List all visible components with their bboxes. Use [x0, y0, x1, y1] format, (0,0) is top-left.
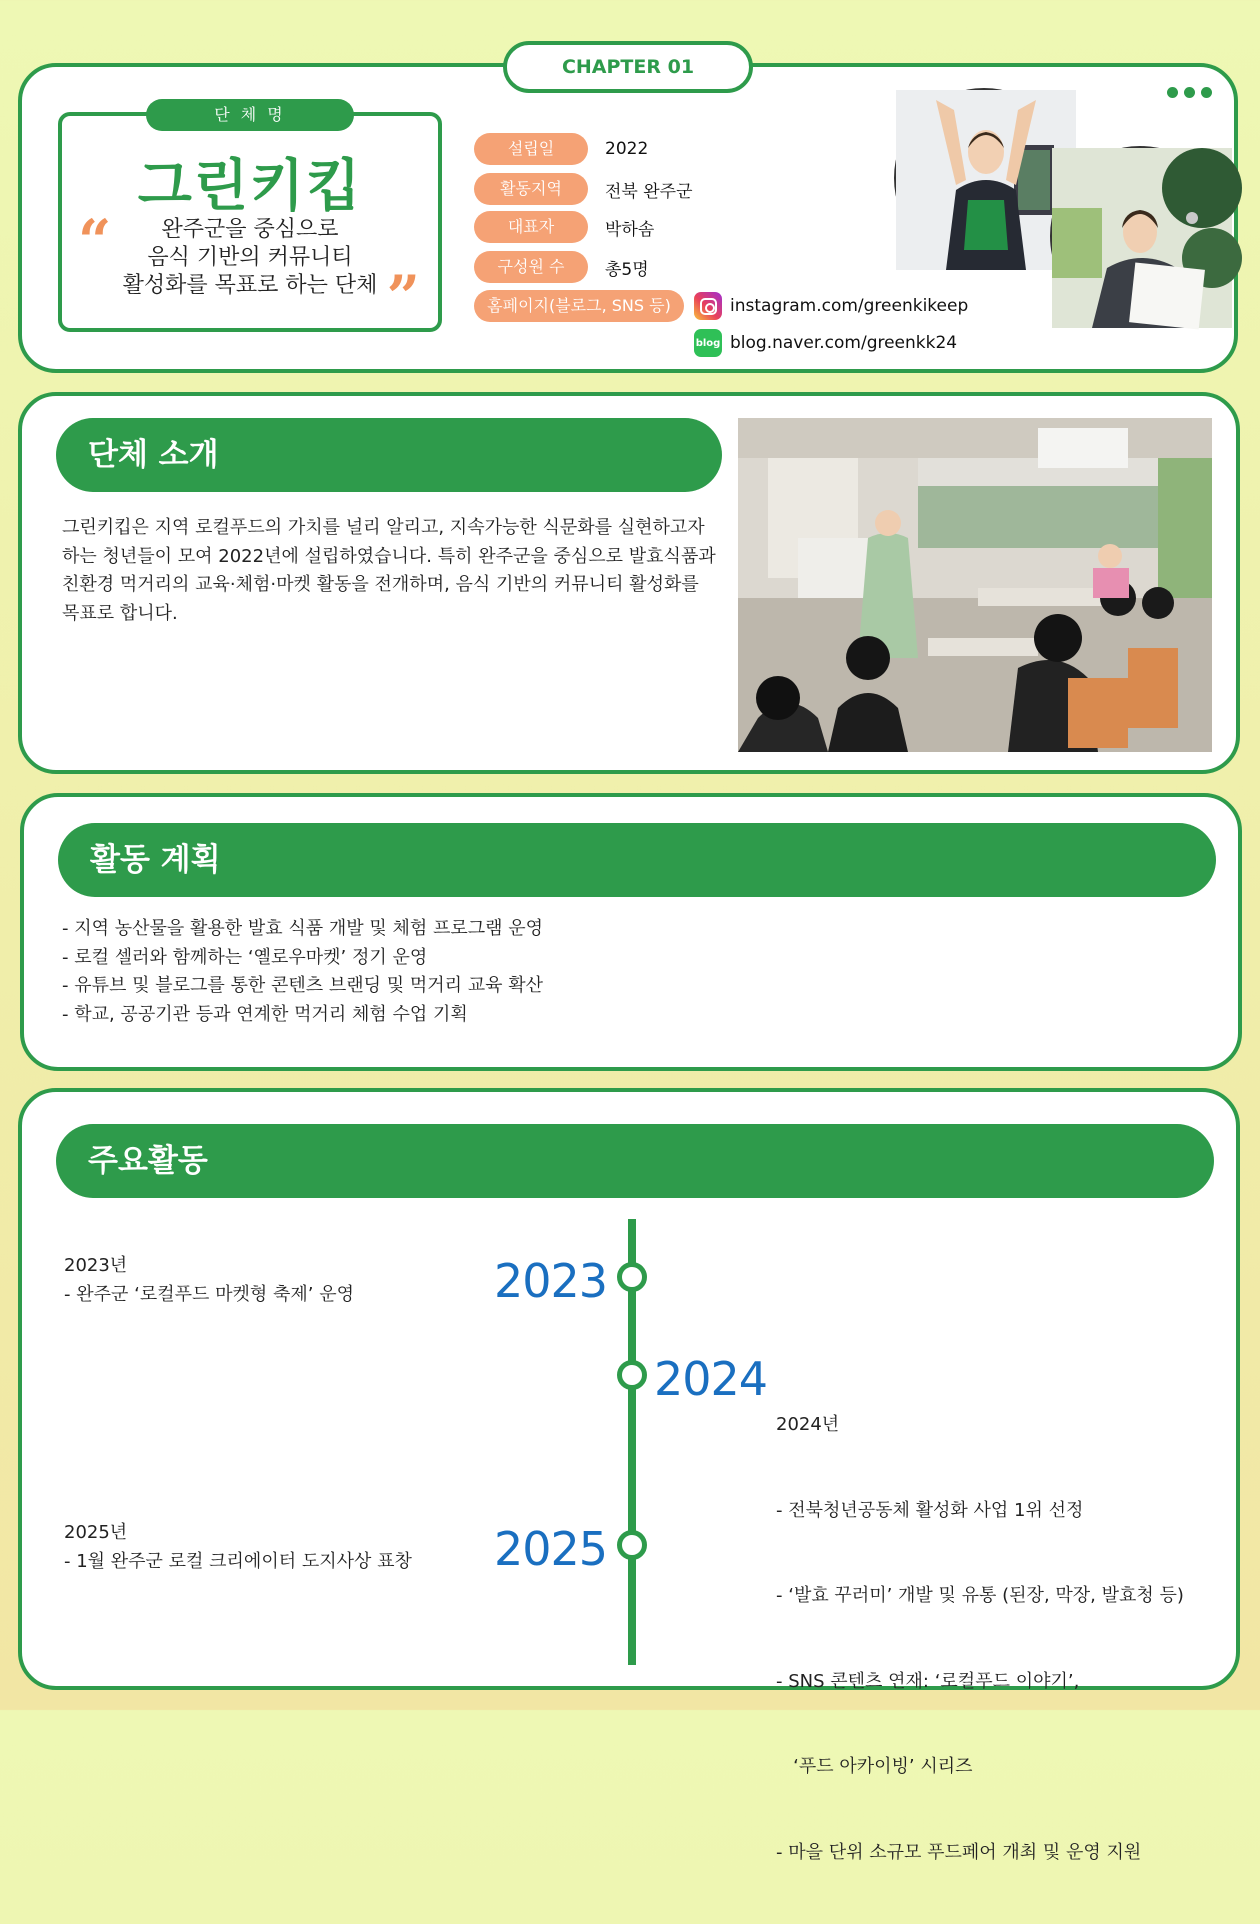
org-desc-line: 완주군을 중심으로: [161, 217, 339, 242]
info-label: 설립일: [474, 133, 588, 165]
plan-item: - 유튜브 및 블로그를 통한 콘텐츠 브랜딩 및 먹거리 교육 확산: [62, 975, 544, 996]
org-desc-line: 음식 기반의 커뮤니티: [147, 245, 353, 270]
info-row-region: [474, 173, 693, 205]
info-value: 총5명: [605, 259, 649, 280]
timeline-entry-2023: [64, 1252, 354, 1309]
timeline-node: [617, 1530, 647, 1560]
info-value: 박하솜: [605, 219, 655, 240]
plan-item: - 로컬 셀러와 함께하는 ‘옐로우마켓’ 정기 운영: [62, 946, 428, 968]
intro-line: 목표로 합니다.: [62, 602, 178, 624]
timeline-item: - ‘발효 꾸러미’ 개발 및 유통 (된장, 막장, 발효청 등): [776, 1585, 1184, 1606]
timeline-node: [617, 1360, 647, 1390]
info-value: 2022: [605, 139, 649, 159]
info-label: 활동지역: [474, 173, 588, 205]
intro-text: [62, 514, 722, 628]
timeline-item: - 전북청년공동체 활성화 사업 1위 선정: [776, 1499, 1084, 1521]
info-row-representative: [474, 211, 654, 243]
org-desc-line: 활성화를 목표로 하는 단체: [122, 273, 378, 298]
more-dots-icon[interactable]: [1167, 87, 1212, 98]
member-photo-1: [894, 88, 1074, 268]
intro-line: 그린키킵은 지역 로컬푸드의 가치를 널리 알리고, 지속가능한 식문화를 실현하고자: [62, 517, 705, 538]
chapter-tab: CHAPTER 01: [503, 41, 753, 93]
blog-link[interactable]: [694, 329, 957, 357]
plan-item: - 지역 농산물을 활용한 발효 식품 개발 및 체험 프로그램 운영: [62, 918, 544, 939]
member-photo-2: [1050, 146, 1230, 326]
org-name: 그린키킵: [137, 154, 363, 219]
plan-card: [20, 793, 1242, 1071]
blog-icon: blog: [694, 329, 722, 357]
info-label: 구성원 수: [474, 251, 588, 283]
timeline-item: - 마을 단위 소규모 푸드페어 개최 및 운영 지원: [776, 1841, 1142, 1863]
info-row-homepage: [474, 290, 684, 322]
plan-title: 활동 계획: [58, 823, 1216, 897]
instagram-url[interactable]: instagram.com/greenkikeep: [730, 296, 969, 316]
timeline-heading: 2025년: [64, 1522, 128, 1543]
plan-list: [62, 915, 543, 1029]
activities-title: 주요활동: [56, 1124, 1214, 1198]
instagram-icon: [694, 292, 722, 320]
timeline-year: 2025: [494, 1522, 608, 1576]
profile-card: [18, 63, 1238, 373]
activities-card: [18, 1088, 1240, 1863]
info-value: 전북 완주군: [605, 181, 693, 202]
timeline-entry-2025: [64, 1519, 412, 1576]
timeline-heading: 2023년: [64, 1255, 128, 1276]
info-label: 홈페이지(블로그, SNS 등): [474, 290, 684, 322]
org-description: [102, 216, 398, 300]
info-label: 대표자: [474, 211, 588, 243]
timeline-node: [617, 1262, 647, 1292]
timeline-item: - SNS 콘텐츠 연재: ‘로컬푸드 이야기’,: [776, 1670, 1080, 1692]
org-name-label: 단 체 명: [146, 99, 354, 131]
info-row-founded: [474, 133, 648, 165]
org-name-box: [58, 105, 442, 332]
blog-url[interactable]: blog.naver.com/greenkk24: [730, 333, 958, 353]
intro-line: 하는 청년들이 모여 2022년에 설립하였습니다. 특히 완주군을 중심으로 발효식품과: [62, 545, 716, 567]
quote-close-icon: ”: [386, 263, 420, 331]
timeline-heading: 2024년: [776, 1414, 840, 1435]
instagram-link[interactable]: [694, 292, 968, 320]
timeline-item: - 1월 완주군 로컬 크리에이터 도지사상 표창: [64, 1550, 412, 1572]
quote-open-icon: “: [78, 207, 112, 275]
timeline-entry-2024: [776, 1354, 1184, 1924]
timeline-item: ‘푸드 아카이빙’ 시리즈: [776, 1756, 973, 1777]
timeline-year: 2023: [494, 1254, 608, 1308]
info-row-members: [474, 251, 649, 283]
intro-card: [18, 392, 1240, 774]
timeline-item: - 완주군 ‘로컬푸드 마켓형 축제’ 운영: [64, 1283, 354, 1305]
plan-item: - 학교, 공공기관 등과 연계한 먹거리 체험 수업 기획: [62, 1003, 468, 1025]
timeline-year: 2024: [654, 1352, 768, 1406]
intro-title: 단체 소개: [56, 418, 722, 492]
intro-line: 친환경 먹거리의 교육·체험·마켓 활동을 전개하며, 음식 기반의 커뮤니티 활성화를: [62, 574, 699, 595]
classroom-photo: [738, 418, 1212, 752]
